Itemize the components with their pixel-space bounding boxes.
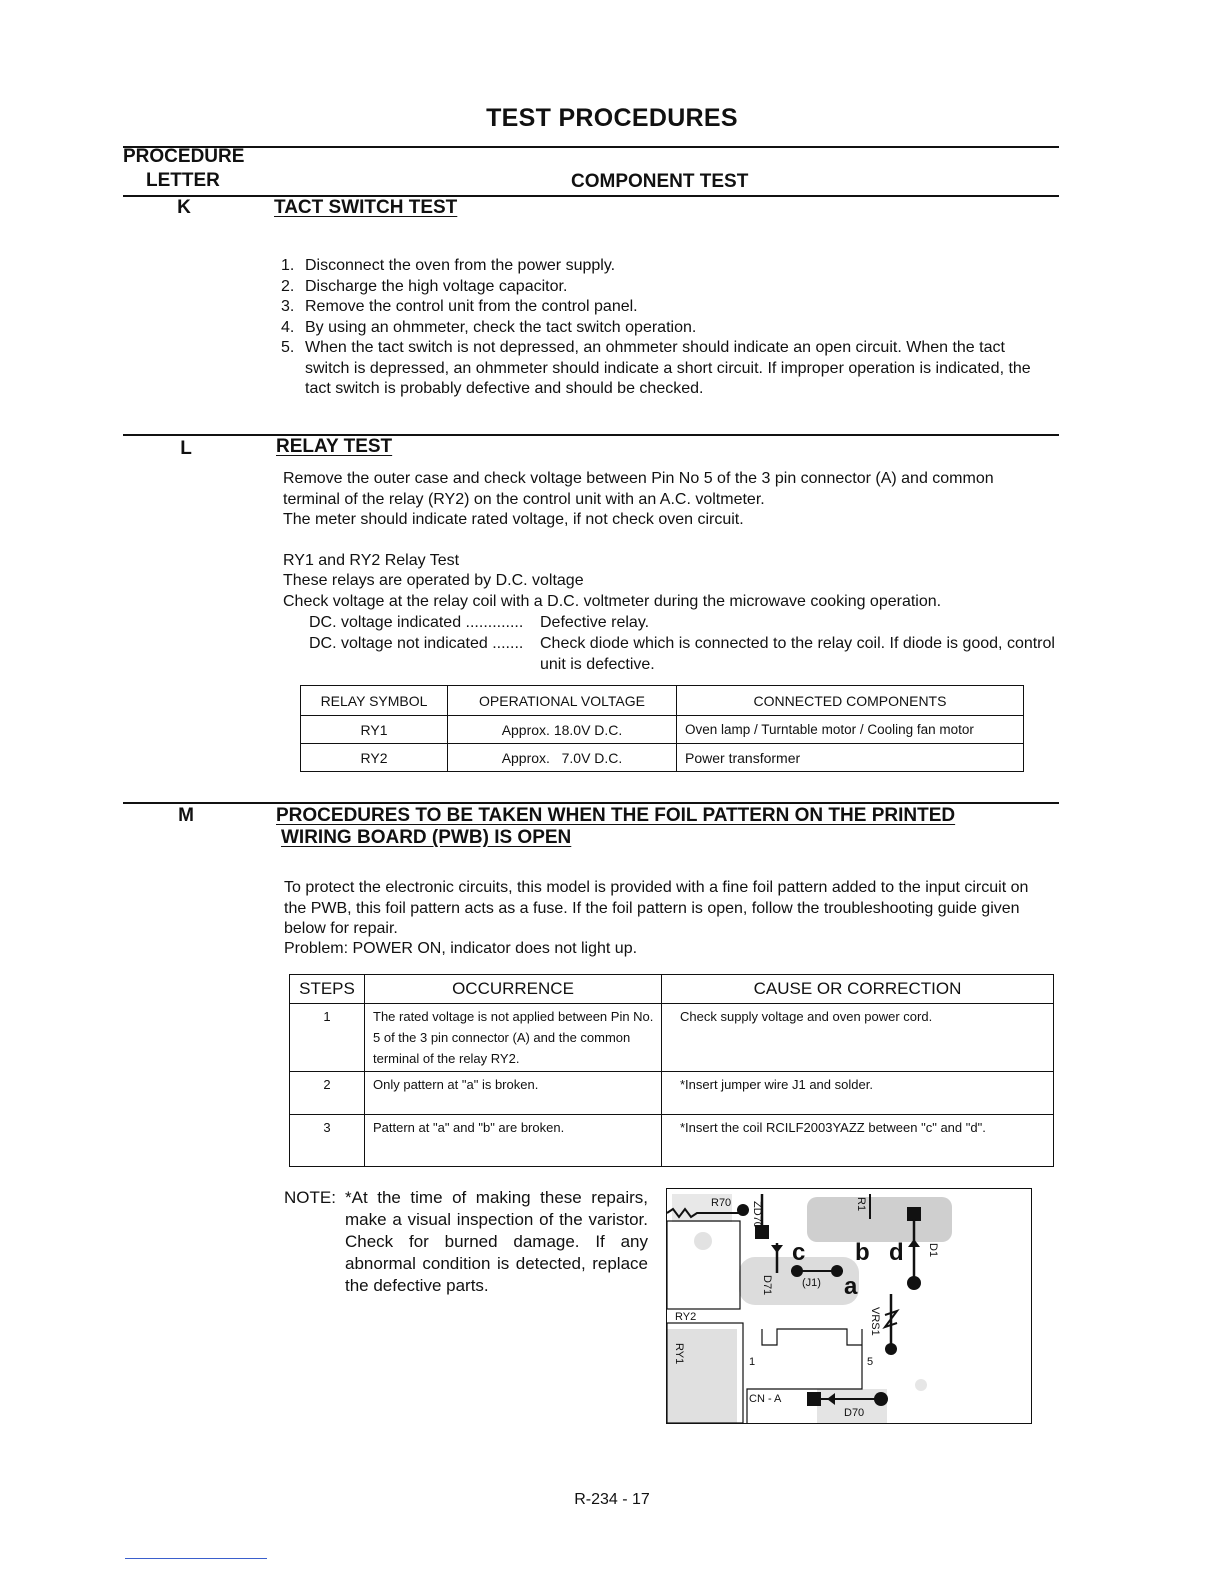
table-cell: Only pattern at "a" is broken. (365, 1072, 662, 1115)
table-cell: RY1 (301, 716, 448, 744)
table-cell: Approx. 7.0V D.C. (448, 744, 677, 772)
label-pin-1: 1 (749, 1356, 756, 1368)
page-number: R-234 - 17 (574, 1491, 650, 1508)
solder-pad (885, 1343, 897, 1355)
table-header: CONNECTED COMPONENTS (677, 686, 1024, 716)
mounting-hole (915, 1379, 927, 1391)
point-b: b (855, 1239, 870, 1266)
table-cell: Power transformer (677, 744, 1024, 772)
table-cell: 1 (290, 1004, 365, 1072)
solder-pad (874, 1392, 888, 1406)
dc-not-indicated-label: DC. voltage not indicated ....... (309, 635, 524, 652)
table-row (301, 744, 1024, 772)
point-d: d (889, 1239, 904, 1266)
mounting-hole (694, 1232, 712, 1250)
section-m-letter: M (178, 805, 194, 826)
table-row (290, 1004, 1054, 1072)
dc-indicated-label: DC. voltage indicated ............. (309, 614, 524, 631)
table-row (290, 1115, 1054, 1167)
section-m-rule (123, 802, 1059, 804)
solder-pad (737, 1204, 749, 1216)
header-rule (123, 195, 1059, 197)
label-r70: R70 (711, 1197, 732, 1209)
table-header: OCCURRENCE (365, 975, 662, 1004)
table-cell: Pattern at "a" and "b" are broken. (365, 1115, 662, 1167)
table-row (290, 975, 1054, 1004)
table-header: RELAY SYMBOL (301, 686, 448, 716)
relay-test-paragraph-1: Remove the outer case and check voltage between Pin No 5 of the 3 pin connector (A) and common terminal of the relay (RY2) on the control unit with an A.C. voltmeter. (283, 470, 994, 508)
label-zd70: ZD70 (751, 1201, 763, 1228)
table-cell: *Insert the coil RCILF2003YAZZ between "c" and "d". (662, 1115, 1054, 1167)
list-item: 1. Disconnect the oven from the power supply. (281, 257, 616, 274)
label-vrs1: VRS1 (869, 1307, 881, 1336)
table-header: CAUSE OR CORRECTION (662, 975, 1054, 1004)
point-c: c (792, 1239, 806, 1266)
note-text: *At the time of making these repairs, make a visual inspection of the varistor. Check for burned damage. If any abnormal condition is detected, replace the defective parts. (345, 1188, 648, 1295)
relay-test-line-3: Check voltage at the relay coil with a D.C. voltmeter during the microwave cooking operation. (283, 593, 942, 610)
table-cell: *Insert jumper wire J1 and solder. (662, 1072, 1054, 1115)
tact-switch-steps (281, 256, 1051, 400)
section-m-title-line-1: PROCEDURES TO BE TAKEN WHEN THE FOIL PATTERN ON THE PRINTED (276, 805, 956, 826)
table-row (301, 716, 1024, 744)
pwb-diagram-drawing (667, 1189, 1031, 1423)
table-cell: Check supply voltage and oven power cord. (662, 1004, 1054, 1072)
label-cn-a: CN - A (749, 1393, 782, 1405)
solder-pad (907, 1276, 921, 1290)
table-row (301, 686, 1024, 716)
section-k-title: TACT SWITCH TEST (274, 197, 458, 218)
table-cell: 2 (290, 1072, 365, 1115)
label-j1: (J1) (802, 1277, 821, 1289)
procedure-letter-heading-2: LETTER (146, 170, 220, 191)
foil-paragraph: To protect the electronic circuits, this model is provided with a fine foil pattern added to the input circuit on the PWB, this foil pattern acts as a fuse. If the foil pattern is open, follow the troubleshooting guide given below for repair. (284, 879, 1029, 937)
label-pin-5: 5 (867, 1356, 874, 1368)
dc-not-indicated-value: Check diode which is connected to the relay coil. If diode is good, control unit is defective. (540, 635, 1055, 673)
relay-test-line-1: RY1 and RY2 Relay Test (283, 552, 460, 569)
label-d1: D1 (927, 1243, 939, 1258)
label-ry1: RY1 (673, 1343, 685, 1365)
section-m-title-line-2: WIRING BOARD (PWB) IS OPEN (281, 827, 572, 848)
component-test-heading: COMPONENT TEST (571, 171, 749, 192)
pwb-foil-diagram (666, 1188, 1032, 1424)
table-row (290, 1072, 1054, 1115)
list-item: 4. By using an ohmmeter, check the tact switch operation. (281, 318, 697, 336)
relay-table (300, 685, 1024, 772)
procedure-letter-heading-1: PROCEDURE (123, 146, 245, 167)
section-k-letter: K (177, 197, 191, 218)
relay-test-paragraph-2: The meter should indicate rated voltage, if not check oven circuit. (283, 511, 744, 528)
label-d70: D70 (844, 1407, 865, 1419)
dc-indicated-value: Defective relay. (540, 614, 650, 631)
list-item: 5. When the tact switch is not depressed, an ohmmeter should indicate an open circuit. When the tact switch is depressed, an ohmmeter should indicate a short circuit. If improper operation is indicated, the tact switch is probably defective and should be checked. (281, 339, 1031, 397)
table-cell: RY2 (301, 744, 448, 772)
square-pad (807, 1392, 821, 1406)
table-cell: The rated voltage is not applied between Pin No. 5 of the 3 pin connector (A) and the common terminal of the relay RY2. (365, 1004, 662, 1072)
title-rule (123, 146, 1059, 148)
section-l-title: RELAY TEST (276, 436, 393, 457)
table-cell: Oven lamp / Turntable motor / Cooling fan motor (677, 716, 1024, 744)
label-r1: R1 (855, 1197, 867, 1212)
section-l-letter: L (180, 438, 192, 459)
foil-pattern-area (807, 1197, 952, 1242)
point-a: a (844, 1273, 858, 1300)
relay-test-line-2: These relays are operated by D.C. voltage (283, 572, 584, 589)
table-header: STEPS (290, 975, 365, 1004)
problem-statement: Problem: POWER ON, indicator does not light up. (284, 940, 638, 957)
table-header: OPERATIONAL VOLTAGE (448, 686, 677, 716)
note-label: NOTE: (284, 1188, 336, 1207)
list-item: 3. Remove the control unit from the control panel. (281, 298, 638, 315)
footer-divider (125, 1558, 267, 1559)
section-l-rule (123, 434, 1059, 436)
vrs1-varistor (885, 1311, 897, 1327)
troubleshooting-table (289, 974, 1054, 1167)
label-d71: D71 (761, 1275, 773, 1296)
label-ry2: RY2 (675, 1311, 697, 1323)
list-item: 2. Discharge the high voltage capacitor. (281, 277, 568, 295)
page-title: TEST PROCEDURES (486, 104, 738, 132)
square-pad (907, 1207, 921, 1221)
table-cell: Approx. 18.0V D.C. (448, 716, 677, 744)
table-cell: 3 (290, 1115, 365, 1167)
diode-symbol (771, 1245, 783, 1253)
